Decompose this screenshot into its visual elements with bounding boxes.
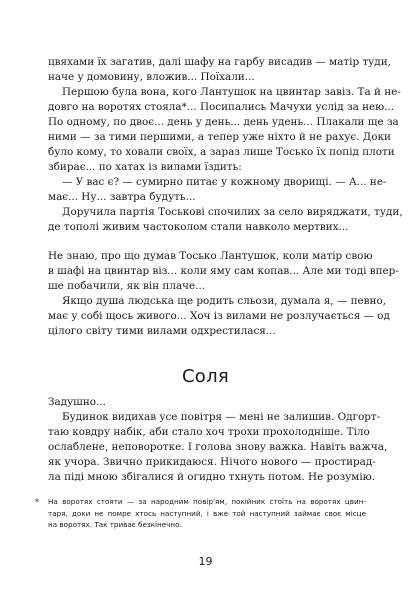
text-line: цвяхами їх загатив, далі шафу на гарбу висадив — матір туди, xyxy=(48,56,391,68)
footnote-marker: * xyxy=(35,498,39,507)
dialogue-paragraph xyxy=(48,175,387,205)
text-line: По одному, по двоє... день у день... день удень... Плакали ще за xyxy=(48,116,399,128)
text-line: Доручила партія Тоськові спочилих за село виряджати, туди, xyxy=(62,206,403,218)
text-line: в шафі на цвинтар віз... коли яму сам копав... Але ми тоді впер- xyxy=(48,265,399,277)
text-line: Задушно... xyxy=(48,396,106,408)
text-line: — У вас є? — сумирно питає у кожному дворищі. — А... не- xyxy=(62,176,387,188)
paragraph xyxy=(48,249,399,294)
text-line: наче у домовину, вложив... Поїхали... xyxy=(48,71,255,83)
text-line: було кому, то ховали своїх, а зараз лише Тосько їх попід плоти xyxy=(48,146,395,158)
text-line: Будинок видихав усе повітря — мені не залишив. Одгорт- xyxy=(62,411,381,423)
text-line: довго на воротях стояла*... Посипались Мачухи услід за нею... xyxy=(48,101,395,113)
text-line: ше побачили, як він плаче... xyxy=(48,280,206,292)
footnote-line: на воротях. Так триває безкінечно. xyxy=(48,520,182,529)
text-line: має у собі щось живого... Хоч із вилами не розлучається — од xyxy=(48,310,390,322)
paragraph xyxy=(48,294,390,339)
text-line: як учора. Звично прикидаюся. Нічого нового — простирад- xyxy=(48,456,376,468)
text-line: ла піді мною збігалися й огидно тхнуть потом. Не розумію. xyxy=(48,471,375,483)
text-line: таю ковдру набік, аби стало хоч трохи прохолодніше. Тіло xyxy=(48,426,370,438)
text-line: ними — за тими першими, а тепер уже ніхто й не рахує. Доки xyxy=(48,131,391,143)
footnote-line: На воротях стояти — за народним повір'ям, покійник стоїть на воротях цвин- xyxy=(48,497,366,506)
text-line: цілого світу тими вилами одхрестилася... xyxy=(48,325,276,337)
text-line: має... Ну... завтра будуть... xyxy=(48,191,196,203)
page-number: 19 xyxy=(198,555,213,568)
text-line: Першою була вона, кого Лантушок на цвинтар завіз. Та й не- xyxy=(62,86,401,98)
text-line: Не знаю, про що думав Тосько Лантушок, коли матір свою xyxy=(48,250,373,262)
text-line: збирає... по хатах із вилами їздить: xyxy=(48,161,242,173)
footnote-line: таря, доки не помре хтось наступний, і вже той наступний займає своє місце xyxy=(48,508,366,518)
paragraph xyxy=(48,395,366,410)
text-line: Якщо душа людська ще родить сльози, думала я, — певно, xyxy=(62,295,387,307)
text-line: ослаблене, неповоротке. І голова знову важка. Навіть важча, xyxy=(48,441,388,453)
paragraph xyxy=(48,410,388,485)
text-line: де тополі живим частоколом стали навколо мертвих... xyxy=(48,221,349,233)
chapter-title: Соля xyxy=(181,366,230,387)
paragraph-continuation xyxy=(48,55,391,85)
paragraph xyxy=(48,85,401,175)
paragraph xyxy=(48,205,403,235)
footnote xyxy=(48,496,366,531)
